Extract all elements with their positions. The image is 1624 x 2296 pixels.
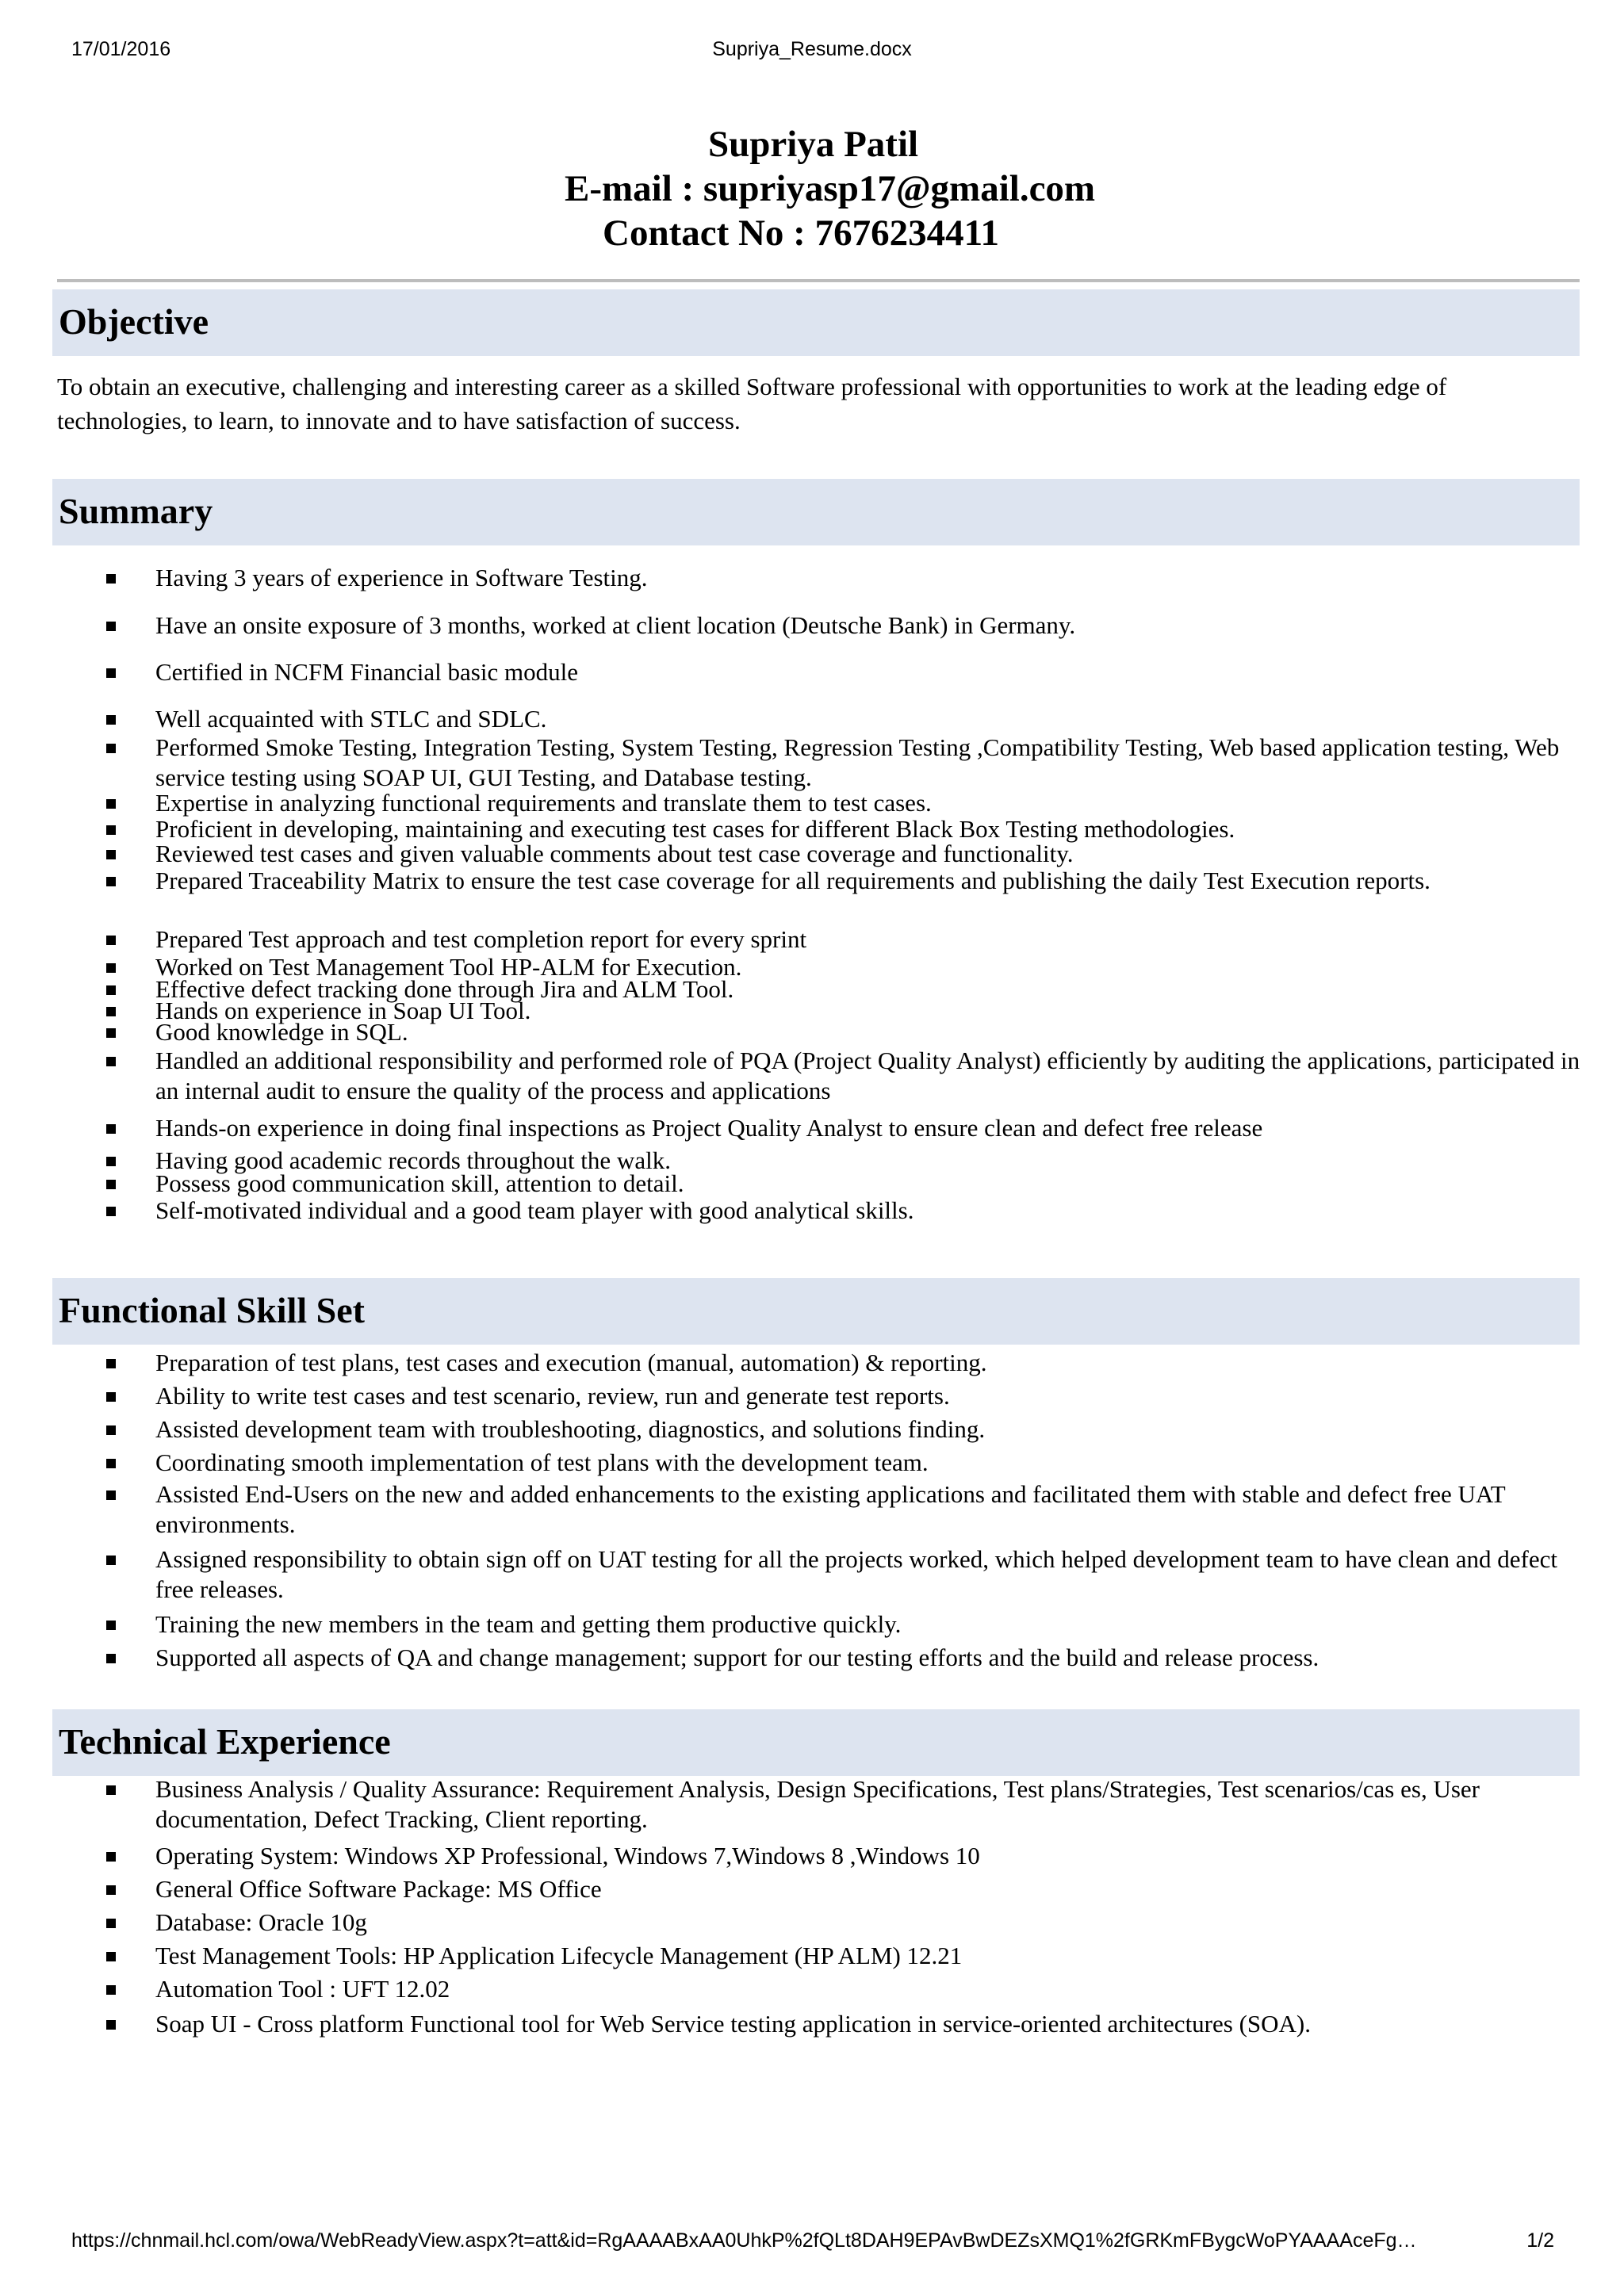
functional-skill-set-heading-bar [52,1278,1580,1345]
bullet-icon [106,1157,116,1166]
technical-experience-heading: Technical Experience [59,1721,391,1762]
bullet-icon [106,1556,116,1565]
contact-block [0,122,1624,255]
bullet-icon [106,1654,116,1663]
bullet-icon [106,1852,116,1862]
bullet-icon [106,1359,116,1368]
summary-heading-bar [52,479,1580,545]
bullet-icon [106,1425,116,1435]
bullet-icon [106,1207,116,1216]
technical-experience-heading-bar [52,1709,1580,1776]
objective-heading-bar [52,289,1580,356]
bullet-icon [106,668,116,678]
print-file-name: Supriya_Resume.docx [712,38,912,60]
bullet-icon [106,985,116,995]
bullet-icon [106,1007,116,1016]
bullet-icon [106,1057,116,1066]
bullet-icon [106,1621,116,1630]
bullet-icon [106,1490,116,1500]
bullet-icon [106,1124,116,1134]
bullet-icon [106,799,116,809]
bullet-icon [106,1180,116,1189]
candidate-name: Supriya Patil [708,124,919,165]
bullet-icon [106,1785,116,1795]
print-footer [0,2229,1624,2256]
bullet-icon [106,574,116,584]
contact-number-line: Contact No : 7676234411 [603,212,999,254]
page-number: 1/2 [1526,2229,1554,2252]
bullet-icon [106,744,116,753]
bullet-icon [106,1919,116,1928]
bullet-icon [106,1459,116,1468]
bullet-icon [106,2020,116,2030]
bullet-icon [106,1885,116,1895]
bullet-icon [106,877,116,886]
bullet-icon [106,1028,116,1038]
objective-text: To obtain an executive, challenging and interesting career as a skilled Software professional with opportunities to work at the leading edge of technologies, to learn, to innovate and to have satisfaction of success. [57,373,1447,434]
bullet-icon [106,825,116,835]
bullet-icon [106,622,116,631]
bullet-icon [106,715,116,725]
functional-skill-set-heading: Functional Skill Set [59,1290,365,1330]
print-url: https://chnmail.hcl.com/owa/WebReadyView.aspx?t=att&id=RgAAAABxAA0UhkP%2fQLt8DAH9EPAvBwDEZsXMQ1%2fGRKmFBygcWoPYAAAAceFg… [71,2229,1417,2252]
objective-heading: Objective [59,301,209,342]
bullet-icon [106,936,116,945]
email-line: E-mail : supriyasp17@gmail.com [565,168,1096,209]
bullet-icon [106,1392,116,1402]
print-header [0,38,1624,65]
summary-heading: Summary [59,491,213,531]
print-date: 17/01/2016 [71,38,171,60]
bullet-icon [106,963,116,973]
bullet-icon [106,1985,116,1995]
bullet-icon [106,1952,116,1961]
bullet-icon [106,850,116,859]
header-divider [57,279,1580,282]
